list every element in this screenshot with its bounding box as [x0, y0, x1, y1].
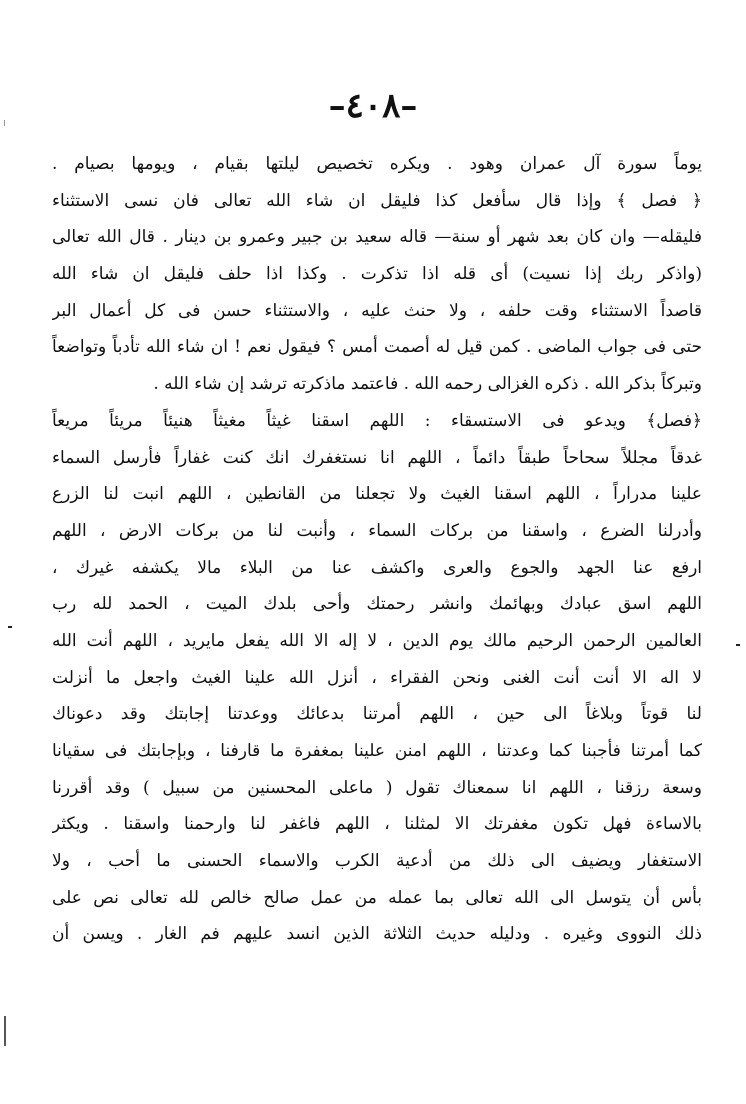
text-line: وسعة رزقنا ، اللهم انا سمعناك تقول ( ماعلى المحسنين من سبيل ) وقد أقررنا: [52, 777, 702, 798]
text-line: اللهم اسق عبادك وبهائمك وانشر رحمتك وأحى بلدك الميت ، الحمد لله رب: [52, 594, 702, 615]
text-line: ارفع عنا الجهد والجوع والعرى واكشف عنا من البلاء مالا يكشفه غيرك ،: [52, 557, 702, 578]
text-line: وتبركاً بذكر الله . ذكره الغزالى رحمه الله . فاعتمد ماذكرته ترشد إن شاء الله .: [153, 374, 702, 395]
scan-mark: [4, 120, 5, 126]
text-line: العالمين الرحمن الرحيم مالك يوم الدين ، لا إله الا الله يفعل مايريد ، اللهم أنت الله: [52, 630, 702, 651]
text-line: ﴿فصل﴾ ويدعو فى الاستسقاء : اللهم اسقنا غيثاً مغيثاً هنيئاً مريئاً مريعاً: [52, 410, 702, 431]
text-line: فليقله— وان كان بعد شهر أو سنة— قاله سعيد بن جبير وعمرو بن دينار . قال الله تعالى: [52, 227, 702, 248]
text-line: غدقاً مجللاً سحاحاً طبقاً دائماً ، اللهم انا نستغفرك انك كنت غفاراً فأرسل السماء: [52, 447, 702, 468]
text-line: وأدرلنا الضرع ، واسقنا من بركات السماء ، وأنبت لنا من بركات الارض ، اللهم: [52, 520, 702, 541]
text-line: قاصداً الاستثناء وقت حلفه ، ولا حنث عليه ، والاستثناء حسن فى كل أعمال البر: [52, 300, 702, 321]
text-line: علينا مدراراً ، اللهم اسقنا الغيث ولا تجعلنا من القانطين ، اللهم انبت لنا الزرع: [52, 484, 702, 505]
text-line: بالاساءة فهل تكون مغفرتك الا لمثلنا ، اللهم فاغفر لنا وارحمنا واسقنا . ويكثر: [52, 814, 702, 835]
scan-mark: [8, 626, 12, 628]
scan-mark: [736, 644, 740, 646]
text-line: يوماً سورة آل عمران وهود . ويكره تخصيص ليلتها بقيام ، ويومها بصيام .: [52, 154, 702, 174]
text-line: لا اله الا أنت أنت الغنى ونحن الفقراء ، أنزل الله علينا الغيث واجعل ما أنزلت: [52, 667, 702, 688]
page-body: [52, 146, 702, 953]
page-number: –٤٠٨–: [328, 86, 418, 126]
text-line: بأس أن يتوسل الى الله تعالى بما عمله من عمل صالح خالص لله تعالى نص على: [52, 887, 702, 908]
text-line: كما أمرتنا فأجبنا كما وعدتنا ، اللهم امنن علينا بمغفرة ما قارفنا ، وبإجابتك فى سقيانا: [52, 741, 702, 761]
text-line: ذلك النووى وغيره . ودليله حديث الثلاثة الذين انسد عليهم فم الغار . ويسن أن: [52, 924, 702, 945]
text-line: لنا قوتاً وبلاغاً الى حين ، اللهم أمرتنا بدعائك ووعدتنا إجابتك وقد دعوناك: [52, 704, 702, 725]
text-line: حتى فى جواب الماضى . كمن قيل له أصمت أمس ؟ فيقول نعم ! ان شاء الله تأدباً وتواضعاً: [52, 337, 702, 358]
text-line: ﴿ فصل ﴾ وإذا قال سأفعل كذا فليقل ان شاء الله تعالى فان نسى الاستثناء: [52, 190, 702, 211]
scan-mark: [4, 1016, 6, 1046]
text-line: الاستغفار ويضيف الى ذلك من أدعية الكرب والاسماء الحسنى ما أحب ، ولا: [52, 851, 702, 872]
text-line: (واذكر ربك إذا نسيت) أى قله اذا تذكرت . وكذا اذا حلف فليقل ان شاء الله: [52, 264, 702, 285]
